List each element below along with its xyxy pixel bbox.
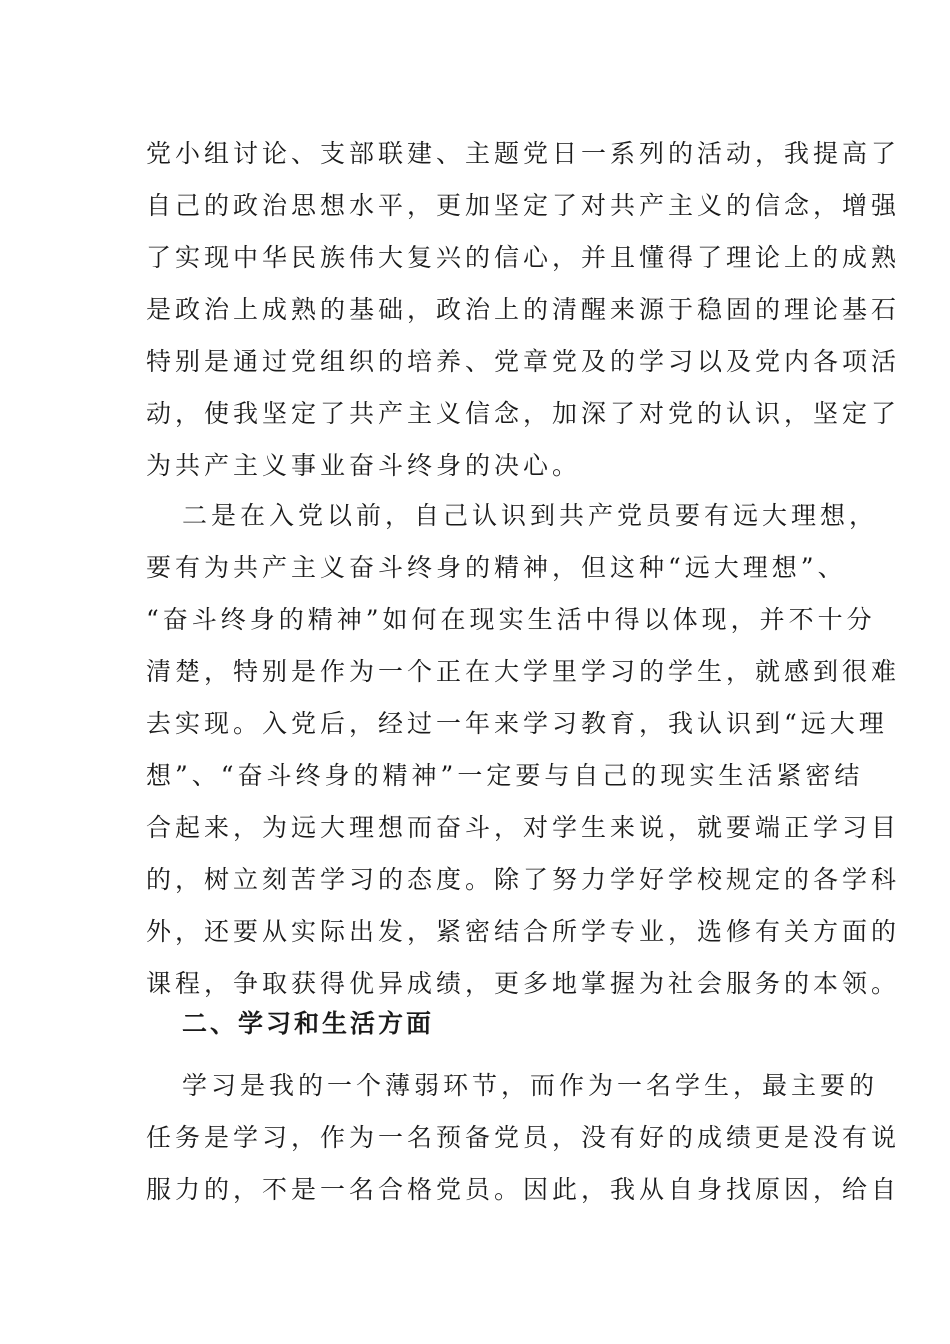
paragraph-line: 服力的，不是一名合格党员。因此，我从自身找原因，给自 [146,1175,901,1204]
paragraph-line: 动，使我坚定了共产主义信念，加深了对党的认识，坚定了 [146,399,901,428]
paragraph-line: 清楚，特别是作为一个正在大学里学习的学生，就感到很难 [146,657,901,686]
paragraph-1 [146,128,901,492]
paragraph-line: 课程，争取获得优异成绩，更多地掌握为社会服务的本领。 [146,969,901,998]
paragraph-line: 党小组讨论、支部联建、主题党日一系列的活动，我提高了 [146,139,901,168]
paragraph-line: 是政治上成熟的基础，政治上的清醒来源于稳固的理论基石 [146,295,901,324]
paragraph-3 [146,1060,901,1216]
paragraph-line: 特别是通过党组织的培养、党章党及的学习以及党内各项活 [146,347,901,376]
paragraph-line: 了实现中华民族伟大复兴的信心，并且懂得了理论上的成熟 [146,243,901,272]
section-heading: 二、学习和生活方面 [182,1009,435,1038]
paragraph-line: 任务是学习，作为一名预备党员，没有好的成绩更是没有说 [146,1123,901,1152]
paragraph-line: 为共产主义事业奋斗终身的决心。 [146,451,582,480]
paragraph-line: 自己的政治思想水平，更加坚定了对共产主义的信念，增强 [146,191,901,220]
paragraph-line: 去实现。入党后，经过一年来学习教育，我认识到“远大理 [146,709,888,738]
paragraph-2 [146,490,901,1010]
paragraph-line: 二是在入党以前，自己认识到共产党员要有远大理想， [182,501,879,530]
paragraph-line: 想”、“奋斗终身的精神”一定要与自己的现实生活紧密结 [146,761,864,790]
paragraph-line: 要有为共产主义奋斗终身的精神，但这种“远大理想”、 [146,553,847,582]
paragraph-line: 的，树立刻苦学习的态度。除了努力学好学校规定的各学科 [146,865,901,894]
paragraph-line: 学习是我的一个薄弱环节，而作为一名学生，最主要的 [182,1071,879,1100]
paragraph-line: 合起来，为远大理想而奋斗，对学生来说，就要端正学习目 [146,813,901,842]
paragraph-line: 外，还要从实际出发，紧密结合所学专业，选修有关方面的 [146,917,901,946]
paragraph-line: “奋斗终身的精神”如何在现实生活中得以体现，并不十分 [146,605,876,634]
